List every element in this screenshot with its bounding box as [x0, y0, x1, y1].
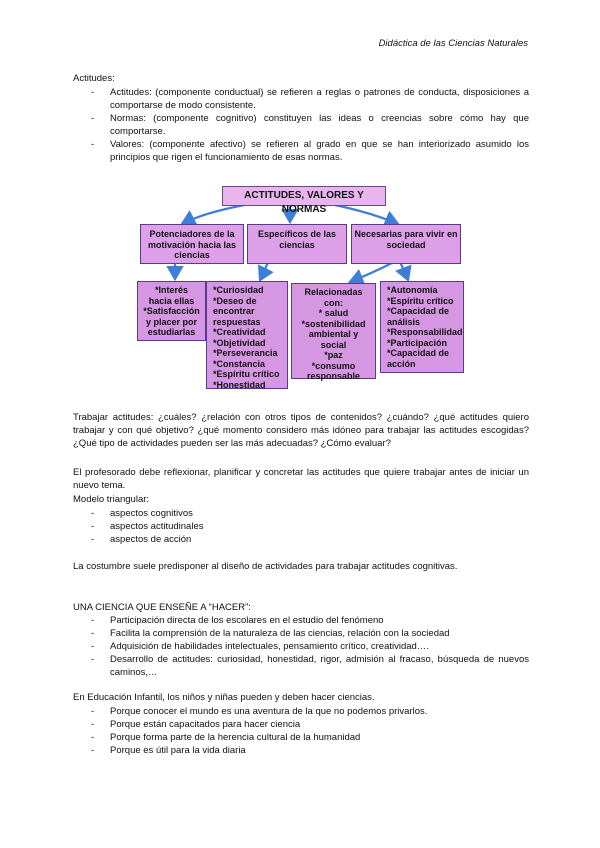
list-item: - Adquisición de habilidades intelectuales, pensamiento crítico, creatividad…. — [91, 641, 429, 652]
list-item: - Participación directa de los escolares en el estudio del fenómeno — [91, 615, 384, 626]
col1-box: *Interés hacia ellas *Satisfacción y placer por estudiarlas — [137, 281, 206, 341]
arrow-cat2-to-col2 — [260, 262, 268, 280]
list-item: - Actitudes: (componente conductual) se refieren a reglas o patrones de conducta, disposiciones a comportarse de modo consistente. — [91, 87, 529, 111]
ciencia-hacer-list — [73, 614, 529, 679]
arrow-cat3-to-col4 — [400, 262, 408, 280]
col3-box: Relacionadas con: * salud *sostenibilidad ambiental y social *paz *consumo responsable — [291, 283, 376, 379]
arrow-cat3-to-col3 — [350, 262, 394, 282]
list-item: - aspectos actitudinales — [91, 521, 204, 532]
section-heading-actitudes: Actitudes: — [73, 73, 115, 84]
section-heading-ciencia-hacer: UNA CIENCIA QUE ENSEÑE A “HACER”: — [73, 602, 251, 613]
list-item: - aspectos cognitivos — [91, 508, 193, 519]
list-item: - Porque conocer el mundo es una aventura de la que no podemos privarlos. — [91, 706, 428, 717]
arrow-top-to-col3 — [330, 204, 398, 224]
list-item: - Valores: (componente afectivo) se refieren al grado en que se han interiorizado asumido los principios que rigen el funcionamiento de esas normas. — [91, 139, 529, 163]
list-item: - Normas: (componente cognitivo) constituyen las ideas o creencias sobre cómo hay que comportarse. — [91, 113, 529, 137]
category-especificos-box: Específicos de las ciencias — [247, 224, 347, 264]
list-item: - Porque es útil para la vida diaria — [91, 745, 246, 756]
modelo-triangular-label: Modelo triangular: — [73, 494, 150, 505]
list-item: - Porque forma parte de la herencia cultural de la humanidad — [91, 732, 361, 743]
col2-box: *Curiosidad *Deseo de encontrar respuestas *Creatividad *Objetividad *Perseverancia *Constancia *Espíritu crítico *Honestidad — [206, 281, 288, 389]
educacion-infantil-list — [73, 705, 529, 757]
page-header-title: Didáctica de las Ciencias Naturales — [378, 38, 528, 49]
list-item: - Porque están capacitados para hacer ciencia — [91, 719, 301, 730]
list-item: - Desarrollo de actitudes: curiosidad, honestidad, rigor, admisión al fracaso, búsqueda de nuevos caminos,… — [91, 654, 529, 678]
modelo-triangular-list — [73, 507, 529, 546]
arrow-top-to-col1 — [182, 204, 250, 224]
profesorado-paragraph: El profesorado debe reflexionar, planificar y concretar las actitudes que quiere trabajar antes de iniciar un nuevo tema. — [73, 467, 529, 491]
col4-box: *Autonomía *Espíritu crítico *Capacidad de análisis *Responsabilidad *Participación *Capacidad de acción — [380, 281, 464, 373]
diagram-title-box: ACTITUDES, VALORES Y NORMAS — [222, 186, 386, 206]
category-sociedad-box: Necesarias para vivir en sociedad — [351, 224, 461, 264]
list-item: - Facilita la comprensión de la naturaleza de las ciencias, relación con la sociedad — [91, 628, 450, 639]
trabajar-actitudes-paragraph: Trabajar actitudes: ¿cuáles? ¿relación con otros tipos de contenidos? ¿cuándo? ¿qué actitudes quiero trabajar y con qué objetivo? ¿qué momento considero más idóneo para trabajar las actitudes escogidas? ¿Qué tipo de actividades pueden ser las más adecuadas? ¿Cómo evaluar? — [73, 412, 529, 449]
educacion-infantil-intro: En Educación Infantil, los niños y niñas pueden y deben hacer ciencias. — [73, 692, 375, 703]
list-item: - aspectos de acción — [91, 534, 192, 545]
costumbre-paragraph: La costumbre suele predisponer al diseño de actividades para trabajar actitudes cognitivas. — [73, 561, 458, 572]
category-motivacion-box: Potenciadores de la motivación hacia las ciencias — [140, 224, 244, 264]
